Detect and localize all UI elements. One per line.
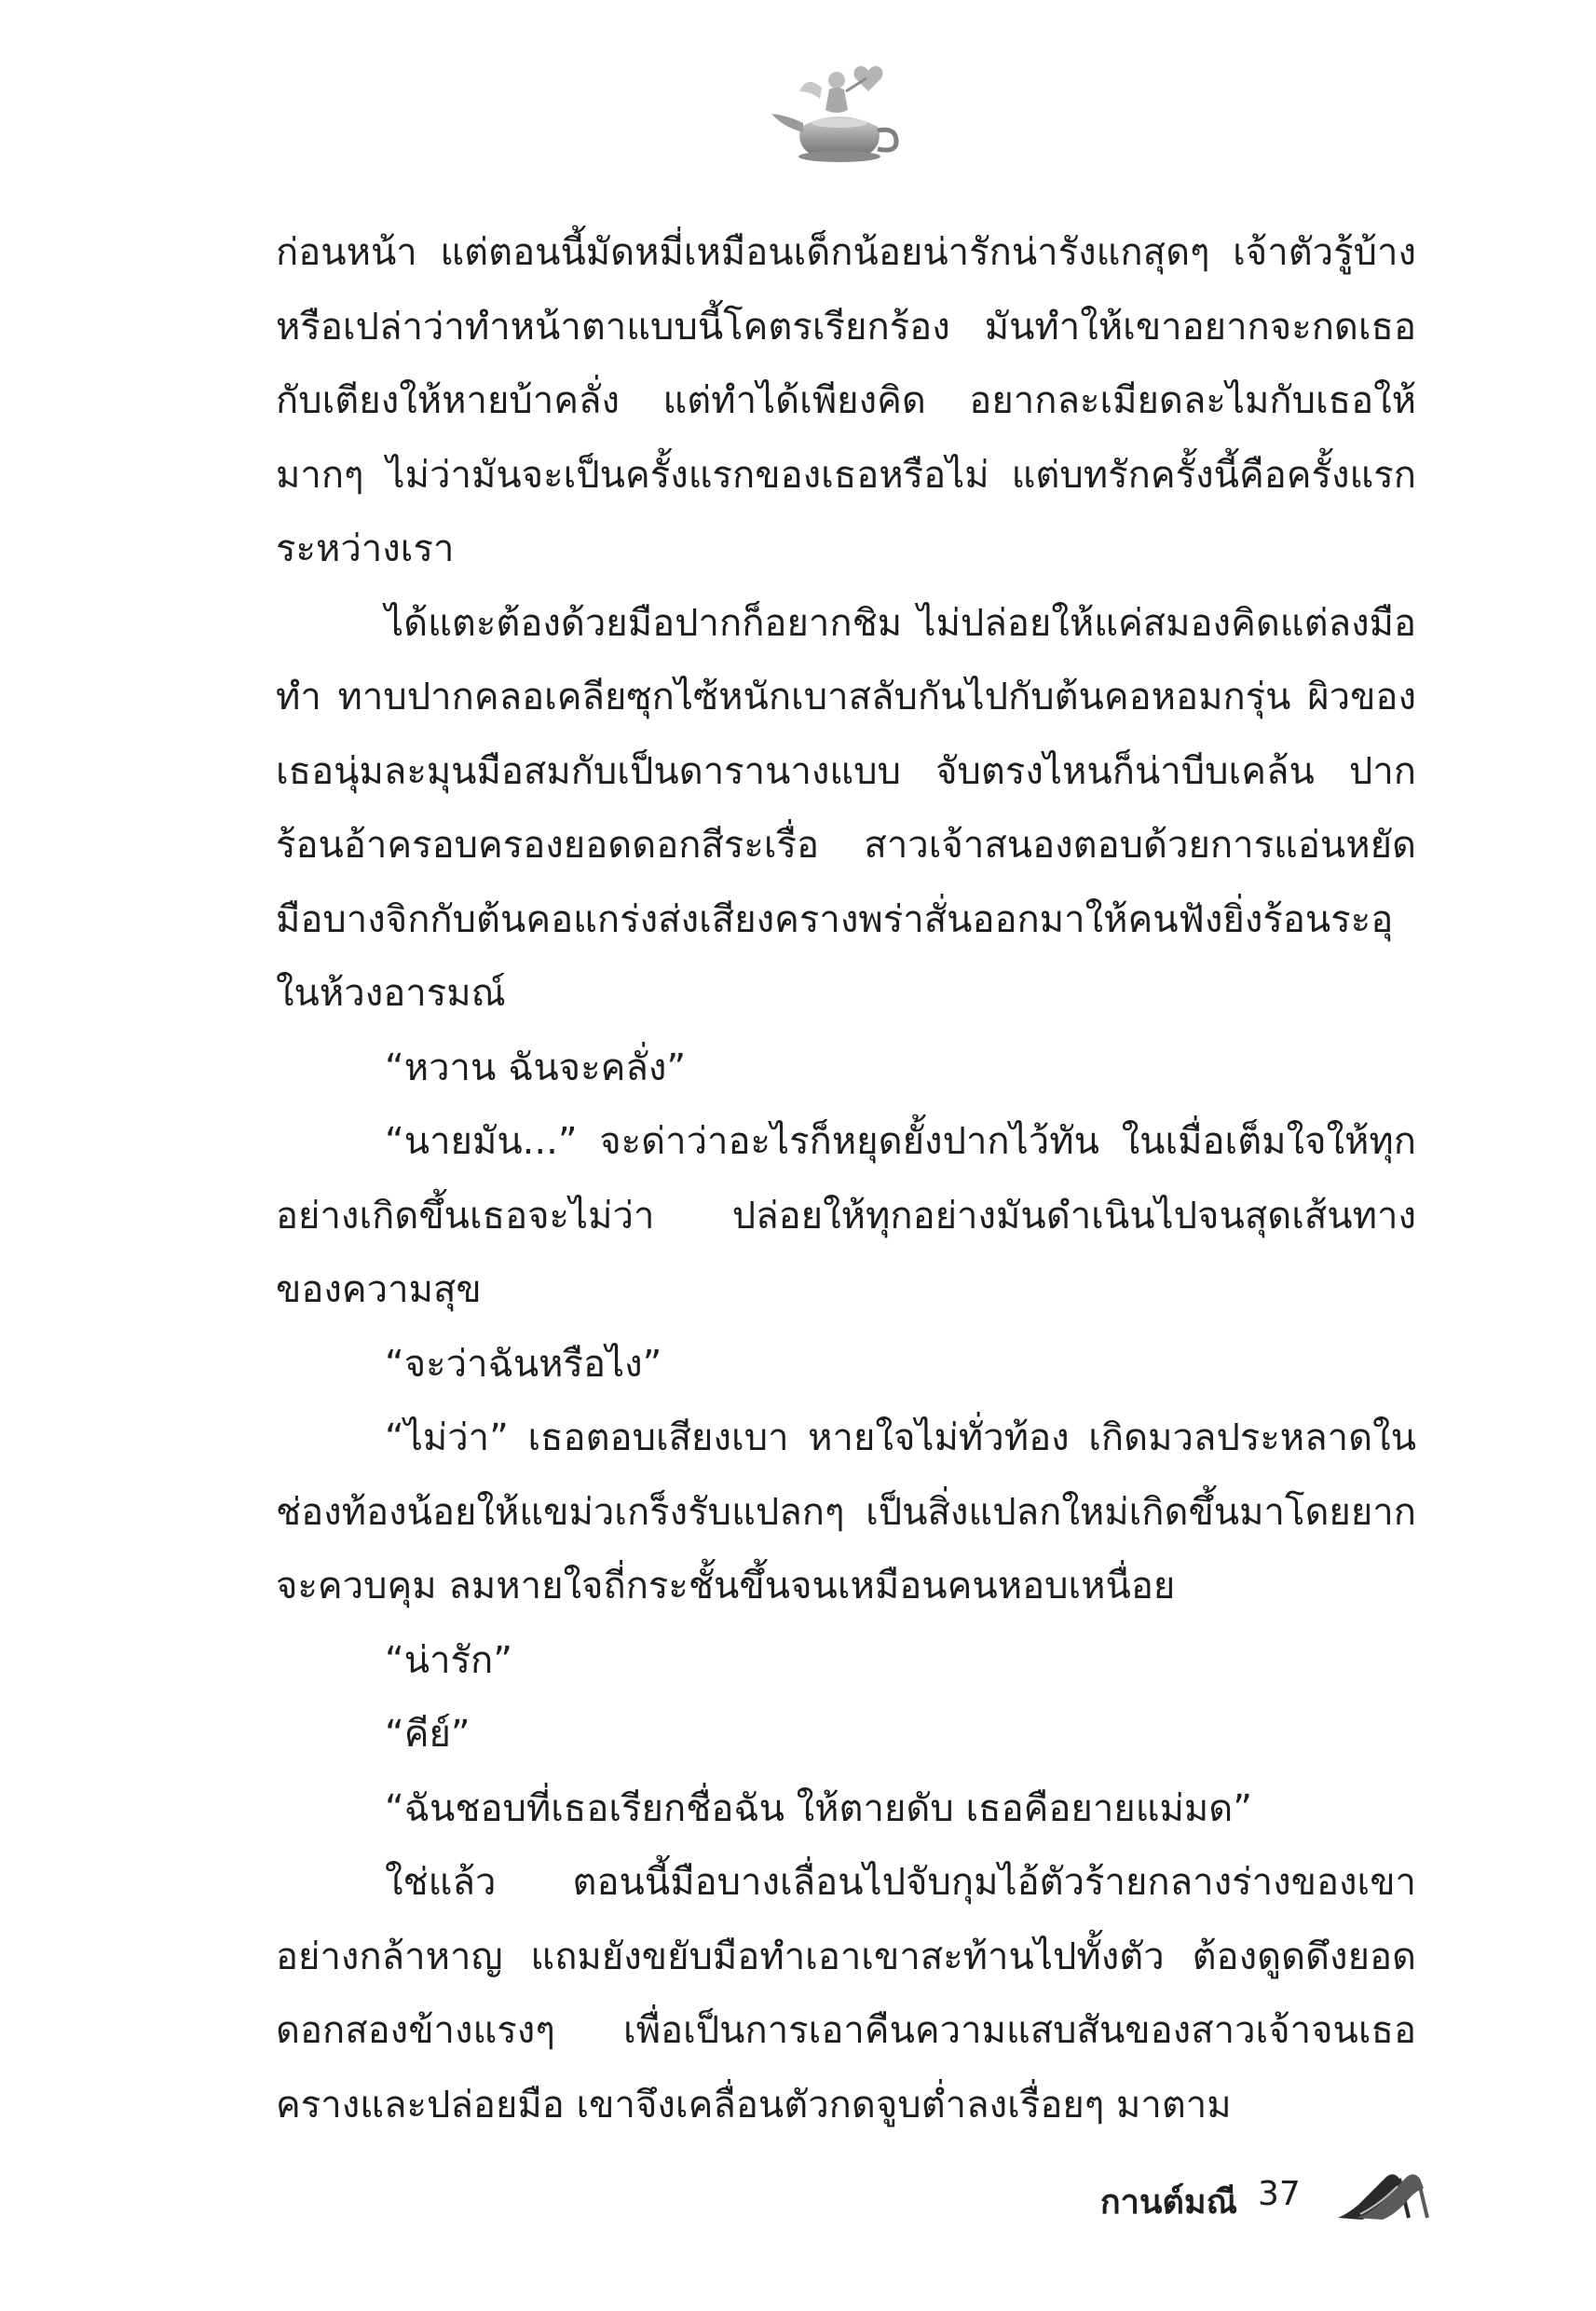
paragraph-2: ได้แตะต้องด้วยมือปากก็อยากชิม ไม่ปล่อยให้แค่สมองคิดแต่ลงมือทำ ทาบปากคลอเคลียซุกไซ้หนักเบาสลับกันไปกับต้นคอหอมกรุ่น ผิวของเธอนุ่มละมุนมือสมกับเป็นดารานางแบบ จับตรงไหนก็น่าบีบเคล้น ปากร้อนอ้าครอบครองยอดดอกสีระเรื่อ สาวเจ้าสนองตอบด้วยการแอ่นหยัด มือบางจิกกับต้นคอแกร่งส่งเสียงครางพร่าสั่นออกมาให้คนฟังยิ่งร้อนระอุในห้วงอารมณ์: [276, 601, 1416, 1015]
high-heel-shoes-icon: [1332, 2160, 1435, 2225]
paragraph-4: “นายมัน...” จะด่าว่าอะไรก็หยุดยั้งปากไว้ทัน ในเมื่อเต็มใจให้ทุกอย่างเกิดขึ้นเธอจะไม่ว่า ปล่อยให้ทุกอย่างมันดำเนินไปจนสุดเส้นทางของความสุข: [276, 1120, 1416, 1311]
paragraph-8: “คีย์”: [385, 1713, 471, 1756]
book-title: กานต์มณี: [1099, 2183, 1237, 2222]
page-number: 37: [1258, 2175, 1301, 2213]
paragraph-9: “ฉันชอบที่เธอเรียกชื่อฉัน ให้ตายดับ เธอคือยายแม่มด”: [385, 1786, 1252, 1830]
paragraph-10: ใช่แล้ว ตอนนี้มือบางเลื่อนไปจับกุมไอ้ตัวร้ายกลางร่างของเขาอย่างกล้าหาญ แถมยังขยับมือทำเอาเขาสะท้านไปทั้งตัว ต้องดูดดึงยอดดอกสองข้างแรงๆ เพื่อเป็นการเอาคืนความแสบสันของสาวเจ้าจนเธอครางและปล่อยมือ เขาจึงเคลื่อนตัวกดจูบต่ำลงเรื่อยๆ มาตาม: [276, 1861, 1416, 2126]
body-text: [276, 216, 1416, 2142]
paragraph-5: “จะว่าฉันหรือไง”: [385, 1342, 662, 1386]
cupid-teapot-icon: [764, 54, 913, 166]
paragraph-3: “หวาน ฉันจะคลั่ง”: [385, 1046, 687, 1089]
paragraph-7: “น่ารัก”: [385, 1638, 512, 1682]
page-footer: [0, 2160, 1596, 2235]
paragraph-6: “ไม่ว่า” เธอตอบเสียงเบา หายใจไม่ทั่วท้อง เกิดมวลประหลาดในช่องท้องน้อยให้แขม่วเกร็งรับแปลกๆ เป็นสิ่งแปลกใหม่เกิดขึ้นมาโดยยากจะควบคุม ลมหายใจถี่กระชั้นขึ้นจนเหมือนคนหอบเหนื่อย: [276, 1416, 1416, 1607]
paragraph-1: ก่อนหน้า แต่ตอนนี้มัดหมี่เหมือนเด็กน้อยน่ารักน่ารังแกสุดๆ เจ้าตัวรู้บ้างหรือเปล่าว่าทำหน้าตาแบบนี้โคตรเรียกร้อง มันทำให้เขาอยากจะกดเธอกับเตียงให้หายบ้าคลั่ง แต่ทำได้เพียงคิด อยากละเมียดละไมกับเธอให้มากๆ ไม่ว่ามันจะเป็นครั้งแรกของเธอหรือไม่ แต่บทรักครั้งนี้คือครั้งแรกระหว่างเรา: [276, 231, 1416, 570]
